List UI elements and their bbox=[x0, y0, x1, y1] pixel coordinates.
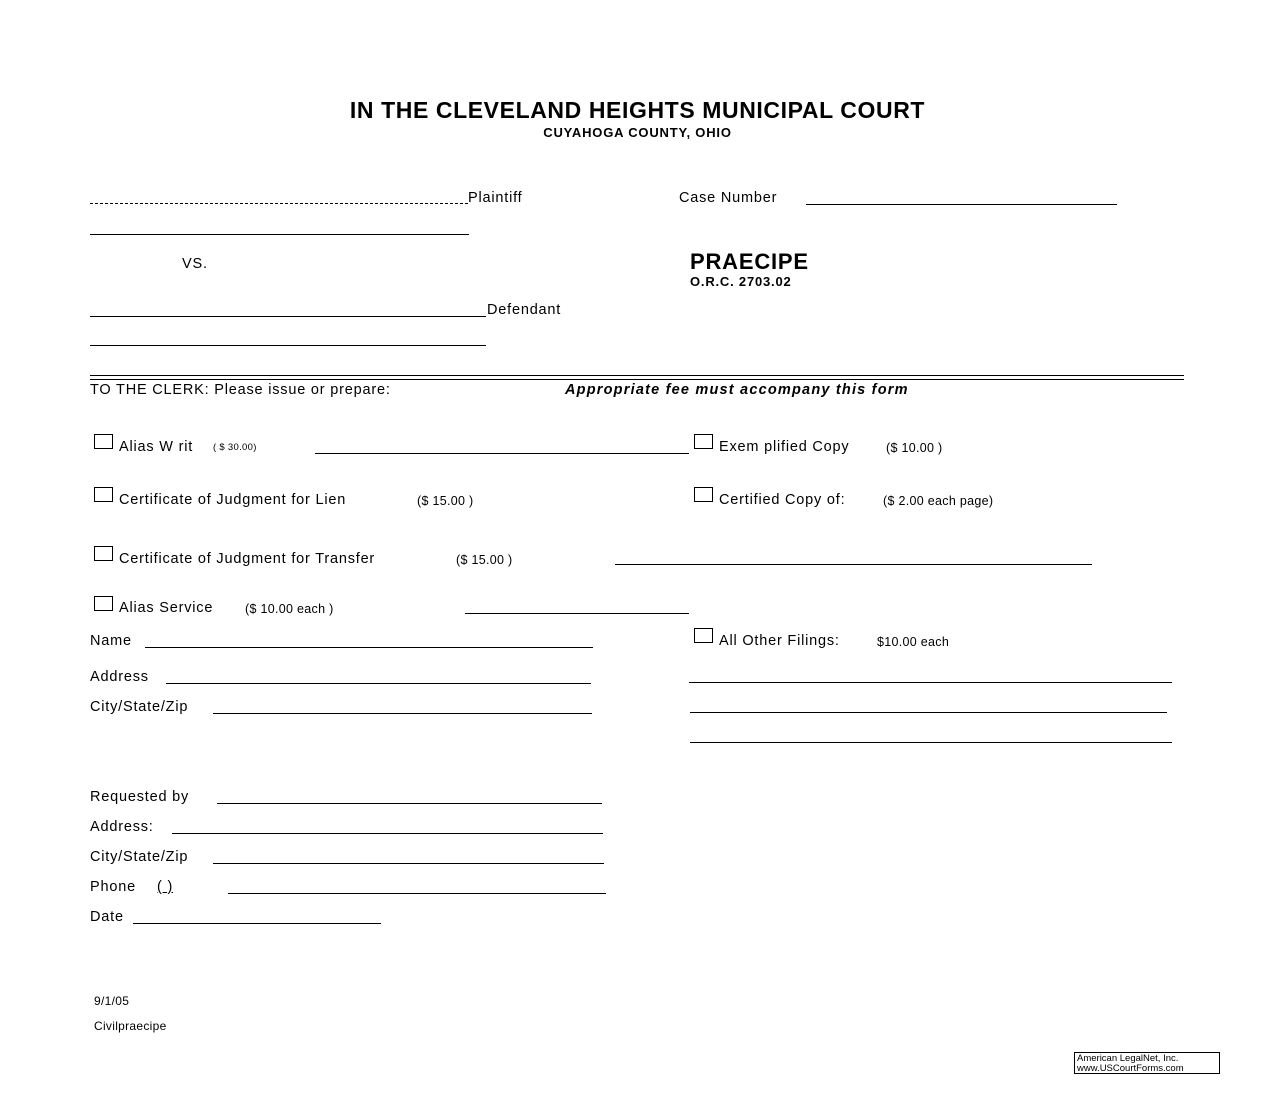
defendant-line[interactable] bbox=[90, 316, 486, 317]
requester-city-label: City/State/Zip bbox=[90, 849, 189, 865]
case-number-label: Case Number bbox=[679, 190, 778, 206]
exemplified-copy-fee: ($ 10.00 ) bbox=[886, 441, 943, 455]
plaintiff-line[interactable] bbox=[90, 203, 468, 204]
form-code: Civilpraecipe bbox=[94, 1019, 167, 1033]
alias-service-checkbox[interactable] bbox=[94, 596, 113, 611]
form-title: PRAECIPE bbox=[690, 249, 809, 274]
divider-top bbox=[90, 375, 1184, 376]
name-label: Name bbox=[90, 633, 132, 649]
address-line[interactable] bbox=[166, 683, 591, 684]
requester-address-label: Address: bbox=[90, 819, 154, 835]
other-filings-line-2[interactable] bbox=[690, 712, 1167, 713]
requester-city-line[interactable] bbox=[213, 863, 604, 864]
cert-judgment-lien-fee: ($ 15.00 ) bbox=[417, 494, 474, 508]
versus-label: VS. bbox=[182, 256, 208, 272]
date-line[interactable] bbox=[133, 923, 381, 924]
name-line[interactable] bbox=[145, 647, 593, 648]
certified-copy-label: Certified Copy of: bbox=[719, 492, 846, 508]
to-clerk-instruction: TO THE CLERK: Please issue or prepare: bbox=[90, 382, 391, 398]
alias-writ-line[interactable] bbox=[315, 453, 689, 454]
cert-judgment-transfer-fee: ($ 15.00 ) bbox=[456, 553, 513, 567]
exemplified-copy-label: Exem plified Copy bbox=[719, 439, 850, 455]
publisher-url[interactable]: www.USCourtForms.com bbox=[1077, 1063, 1184, 1074]
other-filings-line-1[interactable] bbox=[689, 682, 1172, 683]
certified-copy-checkbox[interactable] bbox=[694, 487, 713, 502]
fee-notice: Appropriate fee must accompany this form bbox=[565, 382, 909, 398]
cert-judgment-lien-checkbox[interactable] bbox=[94, 487, 113, 502]
all-other-filings-fee: $10.00 each bbox=[877, 635, 950, 649]
requested-by-line[interactable] bbox=[217, 803, 602, 804]
cert-judgment-lien-label: Certificate of Judgment for Lien bbox=[119, 492, 347, 508]
date-label: Date bbox=[90, 909, 124, 925]
publisher-name: American LegalNet, Inc. bbox=[1077, 1053, 1179, 1064]
all-other-filings-checkbox[interactable] bbox=[694, 628, 713, 643]
divider-bottom bbox=[90, 379, 1184, 380]
revision-date: 9/1/05 bbox=[94, 994, 130, 1008]
alias-writ-label: Alias W rit bbox=[119, 439, 194, 455]
cert-judgment-transfer-label: Certificate of Judgment for Transfer bbox=[119, 551, 376, 567]
exemplified-copy-checkbox[interactable] bbox=[694, 434, 713, 449]
all-other-filings-label: All Other Filings: bbox=[719, 633, 840, 649]
phone-label: Phone bbox=[90, 879, 136, 895]
alias-service-line[interactable] bbox=[465, 613, 689, 614]
court-title: IN THE CLEVELAND HEIGHTS MUNICIPAL COURT bbox=[349, 97, 926, 123]
publisher-box bbox=[1074, 1052, 1220, 1074]
case-number-line[interactable] bbox=[806, 204, 1117, 205]
alias-writ-checkbox[interactable] bbox=[94, 434, 113, 449]
certified-copy-fee: ($ 2.00 each page) bbox=[883, 494, 994, 508]
requested-by-label: Requested by bbox=[90, 789, 190, 805]
requester-address-line[interactable] bbox=[172, 833, 603, 834]
defendant-line-2[interactable] bbox=[90, 345, 486, 346]
plaintiff-label: Plaintiff bbox=[468, 190, 523, 206]
phone-area-code[interactable]: ( ) bbox=[157, 879, 174, 895]
alias-service-fee: ($ 10.00 each ) bbox=[245, 602, 334, 616]
statute-reference: O.R.C. 2703.02 bbox=[690, 274, 792, 289]
city-line[interactable] bbox=[213, 713, 592, 714]
plaintiff-line-2[interactable] bbox=[90, 234, 469, 235]
defendant-label: Defendant bbox=[487, 302, 562, 318]
alias-writ-fee: ( $ 30.00) bbox=[213, 442, 257, 453]
certified-copy-line[interactable] bbox=[615, 564, 1092, 565]
address-label: Address bbox=[90, 669, 149, 685]
phone-line[interactable] bbox=[228, 893, 606, 894]
other-filings-line-3[interactable] bbox=[690, 742, 1172, 743]
city-label: City/State/Zip bbox=[90, 699, 189, 715]
county-subtitle: CUYAHOGA COUNTY, OHIO bbox=[543, 125, 732, 140]
alias-service-label: Alias Service bbox=[119, 600, 214, 616]
cert-judgment-transfer-checkbox[interactable] bbox=[94, 546, 113, 561]
